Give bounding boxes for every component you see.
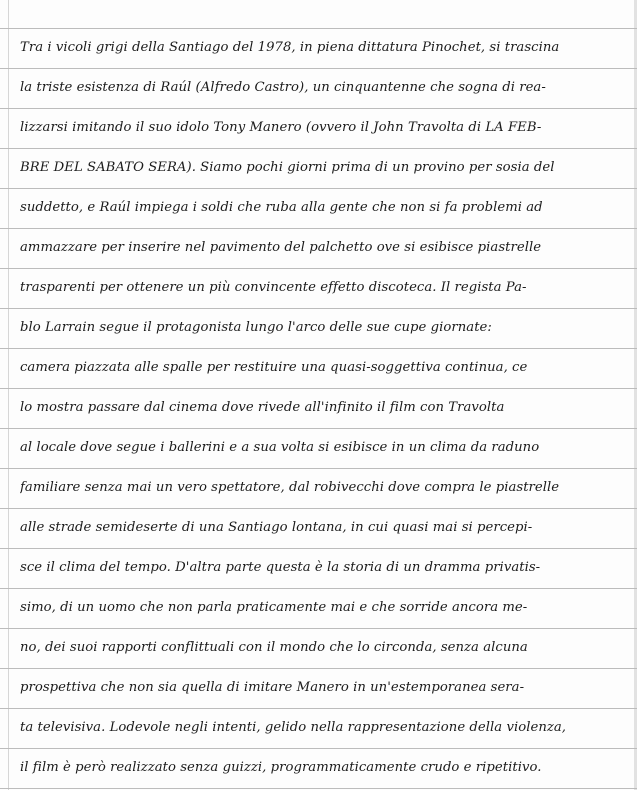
ruled-line [0, 228, 637, 229]
handwritten-line: simo, di un uomo che non parla praticamente mai e che sorride ancora me- [20, 600, 528, 615]
handwritten-line: no, dei suoi rapporti conflittuali con il mondo che lo circonda, senza alcuna [20, 640, 528, 655]
handwritten-line: il film è però realizzato senza guizzi, programmaticamente crudo e ripetitivo. [20, 760, 542, 775]
handwritten-line: BRE DEL SABATO SERA). Siamo pochi giorni prima di un provino per sosia del [20, 160, 555, 175]
ruled-line [0, 188, 637, 189]
handwritten-line: familiare senza mai un vero spettatore, dal robivecchi dove compra le piastrelle [20, 480, 560, 495]
handwritten-line: lizzarsi imitando il suo idolo Tony Manero (ovvero il John Travolta di LA FEB- [20, 120, 542, 135]
handwritten-line: la triste esistenza di Raúl (Alfredo Castro), un cinquantenne che sogna di rea- [20, 80, 546, 95]
handwritten-line: al locale dove segue i ballerini e a sua volta si esibisce in un clima da raduno [20, 440, 540, 455]
ruled-line [0, 348, 637, 349]
ruled-line [0, 468, 637, 469]
ruled-line [0, 28, 637, 29]
ruled-line [0, 508, 637, 509]
ruled-line [0, 268, 637, 269]
handwritten-line: trasparenti per ottenere un più convincente effetto discoteca. Il regista Pa- [20, 280, 527, 295]
handwritten-line: ta televisiva. Lodevole negli intenti, gelido nella rappresentazione della violenza, [20, 720, 567, 735]
ruled-line [0, 548, 637, 549]
handwritten-line: prospettiva che non sia quella di imitare Manero in un'estemporanea sera- [20, 680, 525, 695]
handwritten-line: Tra i vicoli grigi della Santiago del 1978, in piena dittatura Pinochet, si trascina [20, 40, 560, 55]
ruled-line [0, 788, 637, 789]
handwritten-line: alle strade semideserte di una Santiago lontana, in cui quasi mai si percepi- [20, 520, 533, 535]
handwritten-line: camera piazzata alle spalle per restituire una quasi-soggettiva continua, ce [20, 360, 528, 375]
handwritten-line: sce il clima del tempo. D'altra parte questa è la storia di un dramma privatis- [20, 560, 541, 575]
handwritten-line: ammazzare per inserire nel pavimento del palchetto ove si esibisce piastrelle [20, 240, 542, 255]
ruled-line [0, 308, 637, 309]
page-margin-line [8, 0, 9, 790]
ruled-line [0, 668, 637, 669]
handwritten-line: lo mostra passare dal cinema dove rivede all'infinito il film con Travolta [20, 400, 505, 415]
ruled-line [0, 388, 637, 389]
ruled-line [0, 428, 637, 429]
ruled-line [0, 108, 637, 109]
ruled-line [0, 748, 637, 749]
ruled-line [0, 708, 637, 709]
handwritten-line: suddetto, e Raúl impiega i soldi che ruba alla gente che non si fa problemi ad [20, 200, 543, 215]
ruled-line [0, 588, 637, 589]
handwritten-line: blo Larrain segue il protagonista lungo l'arco delle sue cupe giornate: [20, 320, 492, 335]
ruled-line [0, 68, 637, 69]
ruled-line [0, 148, 637, 149]
ruled-line [0, 628, 637, 629]
